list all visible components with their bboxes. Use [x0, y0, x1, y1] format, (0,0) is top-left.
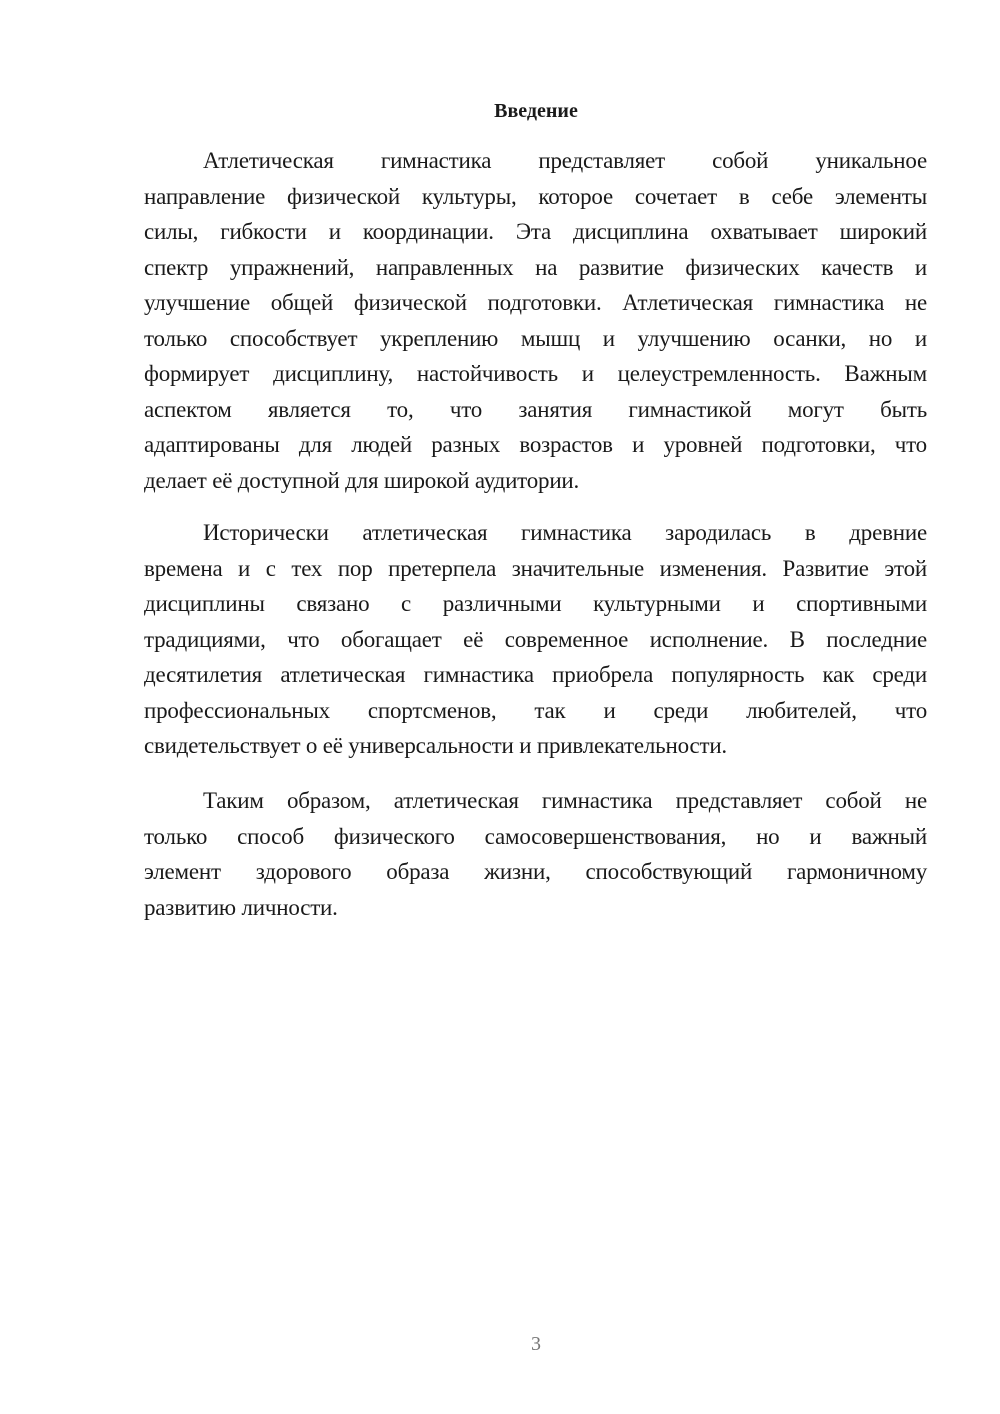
text-line: силы, гибкости и координации. Эта дисциплина охватывает широкий: [144, 219, 927, 244]
text-line: Таким образом, атлетическая гимнастика представляет собой не: [203, 788, 927, 813]
text-line: Атлетическая гимнастика представляет собой уникальное: [203, 148, 927, 173]
text-line: Исторически атлетическая гимнастика зародилась в древние: [203, 520, 927, 545]
text-line: развитию личности.: [144, 894, 338, 920]
text-line: аспектом является то, что занятия гимнастикой могут быть: [144, 396, 927, 422]
paragraph-3: [144, 783, 927, 925]
paragraph-2: [144, 515, 927, 764]
text-line: направление физической культуры, которое сочетает в себе элементы: [144, 183, 927, 209]
page-number: 3: [531, 1333, 541, 1355]
text-line: времена и с тех пор претерпела значительные изменения. Развитие этой: [144, 555, 927, 581]
text-line: десятилетия атлетическая гимнастика приобрела популярность как среди: [144, 662, 927, 687]
text-line: спектр упражнений, направленных на развитие физических качеств и: [144, 254, 927, 280]
text-line: адаптированы для людей разных возрастов и уровней подготовки, что: [144, 432, 927, 457]
text-line: только способствует укреплению мышц и улучшению осанки, но и: [144, 325, 927, 351]
text-line: только способ физического самосовершенствования, но и важный: [144, 823, 927, 849]
text-line: профессиональных спортсменов, так и среди любителей, что: [144, 697, 927, 723]
text-line: формирует дисциплину, настойчивость и целеустремленность. Важным: [144, 361, 927, 386]
text-line: традициями, что обогащает её современное исполнение. В последние: [144, 626, 927, 652]
section-heading: Введение: [494, 100, 578, 122]
text-line: дисциплины связано с различными культурными и спортивными: [144, 591, 927, 616]
paragraph-1: [144, 143, 927, 498]
text-line: элемент здорового образа жизни, способствующий гармоничному: [144, 859, 927, 884]
text-line: свидетельствует о её универсальности и привлекательности.: [144, 733, 727, 758]
text-line: улучшение общей физической подготовки. Атлетическая гимнастика не: [144, 290, 927, 315]
text-line: делает её доступной для широкой аудитории.: [144, 467, 580, 493]
